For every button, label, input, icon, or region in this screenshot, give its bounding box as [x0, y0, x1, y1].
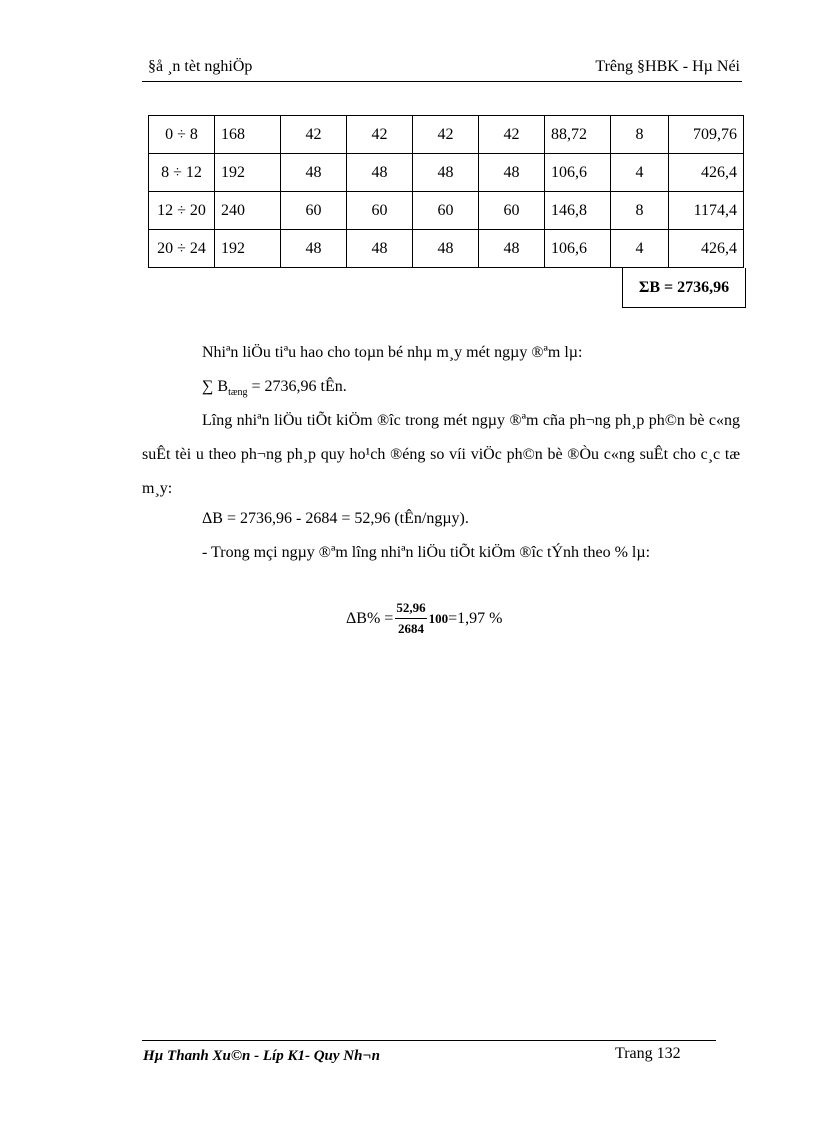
table-cell: 426,4: [669, 230, 744, 268]
header-rule: [142, 81, 742, 82]
table-cell: 42: [413, 116, 479, 154]
table-cell: 4: [611, 154, 669, 192]
table-cell: 60: [281, 192, 347, 230]
table-cell: 192: [215, 230, 281, 268]
running-header-left: §å ¸n tèt nghiÖp: [148, 58, 253, 75]
table-cell: 106,6: [545, 154, 611, 192]
table-cell: 48: [281, 230, 347, 268]
formula-lhs: ΔB% =: [346, 609, 394, 627]
table-cell: 48: [347, 230, 413, 268]
table-cell: 48: [281, 154, 347, 192]
table-cell: 192: [215, 154, 281, 192]
table-body: [149, 116, 744, 268]
table-cell: 8 ÷ 12: [149, 154, 215, 192]
footer-author: Hµ Thanh Xu©n - Líp K1- Quy Nh¬n: [143, 1048, 380, 1064]
table-cell: 8: [611, 116, 669, 154]
table-cell: 0 ÷ 8: [149, 116, 215, 154]
paragraph-total-consumption: Nhiªn liÖu tiªu hao cho toµn bé nhµ m¸y mét ngµy ®ªm lµ:: [202, 344, 583, 361]
table-cell: 42: [347, 116, 413, 154]
sum-subscript: tæng: [228, 387, 248, 398]
table-cell: 48: [479, 154, 545, 192]
table-cell: 60: [413, 192, 479, 230]
table-row: [149, 116, 744, 154]
percent-formula: [346, 600, 502, 637]
sum-value: = 2736,96 tÊn.: [247, 378, 347, 395]
table-cell: 8: [611, 192, 669, 230]
table-cell: 60: [479, 192, 545, 230]
fuel-consumption-table: [148, 115, 744, 268]
table-cell: 426,4: [669, 154, 744, 192]
table-cell: 1174,4: [669, 192, 744, 230]
table-cell: 240: [215, 192, 281, 230]
paragraph-delta-b: ΔB = 2736,96 - 2684 = 52,96 (tÊn/ngµy).: [202, 510, 469, 527]
formula-rhs: =1,97 %: [448, 609, 503, 627]
footer-rule: [142, 1040, 716, 1041]
page-number: Trang 132: [615, 1045, 681, 1062]
table-cell: 709,76: [669, 116, 744, 154]
table-cell: 12 ÷ 20: [149, 192, 215, 230]
table-cell: 42: [281, 116, 347, 154]
paragraph-percent-intro: - Trong mçi ngµy ®ªm lîng nhiªn liÖu tiÕt kiÖm ®îc tÝnh theo % lµ:: [202, 544, 651, 561]
table-cell: 106,6: [545, 230, 611, 268]
sum-label: ∑ B: [202, 378, 229, 395]
table-cell: 48: [413, 154, 479, 192]
table-cell: 60: [347, 192, 413, 230]
running-header-right: Trêng §HBK - Hµ Néi: [595, 58, 740, 75]
table-cell: 48: [479, 230, 545, 268]
table-cell: 48: [413, 230, 479, 268]
formula-denominator: 2684: [397, 621, 424, 636]
table-cell: 88,72: [545, 116, 611, 154]
table-cell: 20 ÷ 24: [149, 230, 215, 268]
table-row: [149, 154, 744, 192]
formula-fraction: [395, 600, 426, 637]
table-cell: 4: [611, 230, 669, 268]
formula-factor: 100: [428, 610, 449, 626]
table-cell: 168: [215, 116, 281, 154]
table-row: [149, 192, 744, 230]
paragraph-savings-explanation: Lîng nhiªn liÖu tiÕt kiÖm ®îc trong mét ngµy ®ªm cña ph¬ng ph¸p ph©n bè c«ng suÊt tèi u theo ph¬ng ph¸p quy ho¹ch ®éng so víi viÖc ph©n bè ®Òu c«ng suÊt cho c¸c tæ m¸y:: [142, 412, 740, 497]
formula-numerator: 52,96: [395, 600, 426, 619]
table-cell: 42: [479, 116, 545, 154]
table-cell: 146,8: [545, 192, 611, 230]
table-cell: 48: [347, 154, 413, 192]
total-cell: ΣB = 2736,96: [622, 268, 746, 308]
table-row: [149, 230, 744, 268]
